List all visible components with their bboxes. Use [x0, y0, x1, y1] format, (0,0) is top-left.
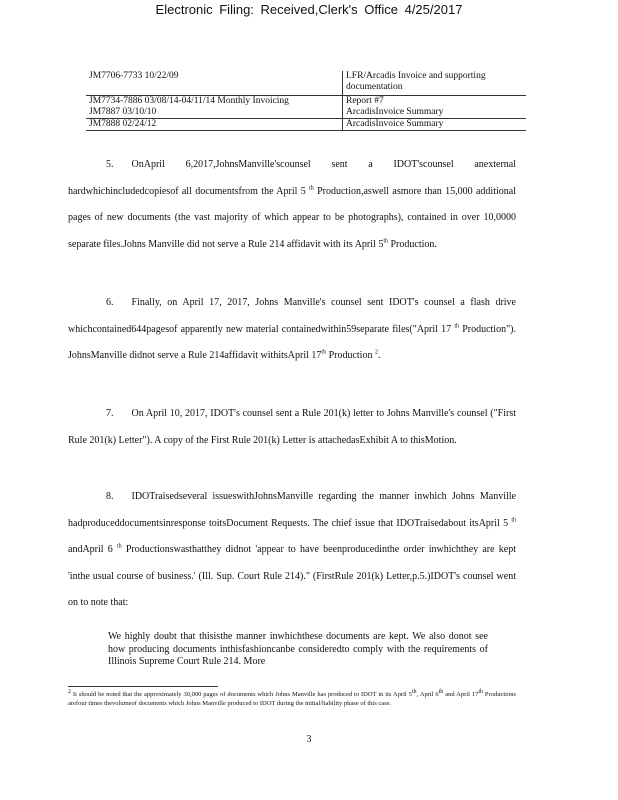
superscript: th [478, 688, 483, 695]
filing-header: Electronic Filing: Received,Clerk's Office 4/25/2017 [155, 2, 463, 17]
paragraph-number: 7. [106, 408, 114, 419]
footnote-marker: 2 [68, 688, 71, 695]
paragraph-number: 8. [106, 491, 114, 502]
paragraph-text: IDOTraisedseveral issueswithJohnsManville regarding the manner inwhich Johns Manville hadproduceddocumentsinresponse toitsDocument Requests. The chief issue that IDOTraisedabout itsApril 5 [68, 491, 516, 529]
paragraph-6 [68, 290, 516, 370]
table-row [86, 71, 526, 96]
paragraph-text: Finally, on April 17, 2017, Johns Manville's counsel sent IDOT's counsel a flash drive whichcontained644pagesof apparently new material containedwithin59separate files("April 17 [68, 297, 516, 335]
paragraph-text: Production [326, 350, 375, 361]
paragraph-7 [68, 401, 516, 454]
table-cell: JM7888 02/24/12 [86, 119, 343, 131]
table-row [86, 96, 526, 108]
paragraph-number: 5. [106, 159, 114, 170]
paragraph-5 [68, 152, 516, 258]
paragraph-text: Production. [387, 238, 437, 250]
paragraph-text: Productionswasthatthey didnot 'appear to have beenproducedinthe order inwhichthey are kept 'inthe usual course of business.' (Ill. Sup. Court Rule 214)." (FirstRule 201(k) Letter,p.5.)IDOT's counsel went on to note that: [68, 544, 516, 608]
superscript: th [383, 238, 388, 245]
table-cell: ArcadisInvoice Summary [346, 107, 444, 117]
paragraph-text: Production,aswell asmore than 15,000 additional pages of new documents (the vast majority of which appear to be photographs), contained in over 10,0000 separate files.Johns Manville did not serve a Rule 214 affidavit with its April 5 [68, 185, 516, 250]
paragraph-text: Production"). JohnsManville didnot serve a Rule 214affidavit withitsApril 17 [68, 323, 516, 361]
superscript: th [438, 688, 444, 695]
paragraph-text: OnApril 6,2017,JohnsManville'scounsel sent a IDOT'scounsel anexternal hardwhichincludedcopiesof all documentsfrom the April 5 [68, 159, 516, 197]
superscript: th [411, 688, 417, 695]
footnote-text: and April 17 [443, 691, 479, 698]
paragraph-text: On April 10, 2017, IDOT's counsel sent a Rule 201(k) letter to Johns Manville's counsel ("First Rule 201(k) Letter"). A copy of the First Rule 201(k) Letter is attachedasExhibit A to thisMotion. [68, 408, 516, 446]
table-row [86, 119, 526, 131]
paragraph-8 [68, 484, 516, 617]
paragraph-text: andApril 6 [68, 544, 117, 555]
table-cell: JM7706-7733 10/22/09 [86, 71, 343, 96]
footnote-divider [68, 686, 218, 687]
paragraph-number: 6. [106, 297, 114, 308]
superscript: th [454, 323, 459, 330]
footnote [68, 690, 516, 708]
superscript: th [511, 517, 516, 524]
table-cell: Report #7 [343, 96, 527, 108]
superscript: th [116, 543, 122, 550]
table-cell: LFR/Arcadis Invoice and supporting documentation [346, 71, 486, 92]
footnote-text: , April 6 [416, 691, 439, 698]
paragraph-text: . [377, 350, 381, 361]
block-quote: We highly doubt that thisisthe manner inwhichthese documents are kept. We also donot see how producing documents inthisfashioncanbe consideredto comply with the requirements of Illinois Supreme Court Rule 214. More [108, 631, 488, 667]
footnote-ref[interactable]: 2 [374, 349, 378, 356]
table-cell: JM7887 03/10/10 [86, 107, 343, 119]
superscript: th [309, 185, 314, 192]
table-cell: ArcadisInvoice Summary [343, 119, 527, 131]
footnote-text: Productions arefour times thevolumeof documents which Johns Manville produced to IDOT during the initial/liability phase of this case. [68, 691, 516, 707]
page-number: 3 [306, 734, 312, 745]
table-cell: JM7734-7886 03/08/14-04/11/14 Monthly Invoicing [86, 96, 343, 108]
document-index-table [86, 71, 526, 131]
table-row [86, 107, 526, 119]
superscript: th [321, 349, 327, 356]
footnote-text: It should be noted that the approximately 30,000 pages of documents which Johns Manville has produced to IDOT in its April 5 [71, 691, 412, 698]
